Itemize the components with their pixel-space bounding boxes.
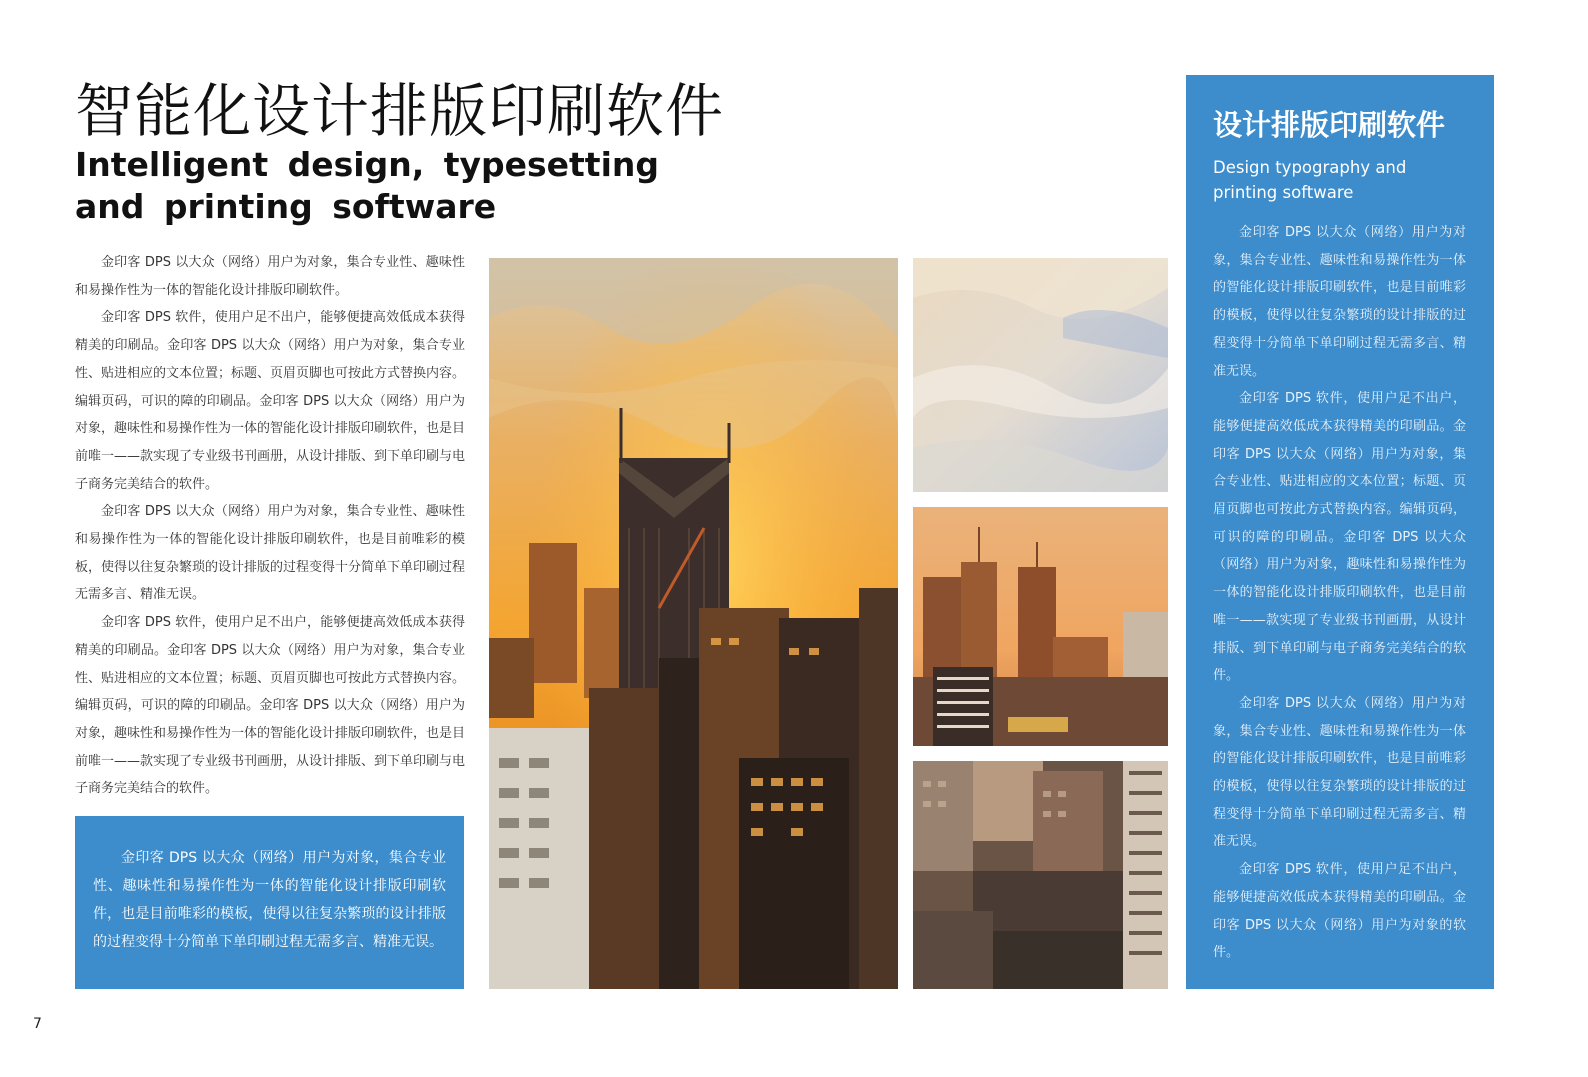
side-panel-body — [1213, 219, 1466, 967]
body-paragraph: 金印客 DPS 软件，使用户足不出户，能够便捷高效低成本获得精美的印刷品。金印客 DPS 以大众（网络）用户为对象，集合专业性、贴进相应的文本位置；标题、页眉页脚也可按此方式替换内容。编辑页码，可识的障的印刷品。金印客 DPS 以大众（网络）用户为对象，趣味性和易操作性为一体的智能化设计排版印刷软件，也是目前唯一——款实现了专业级书刊画册，从设计排版、到下单印刷与电子商务完美结合的软件。 — [75, 310, 466, 492]
side-panel-paragraph: 金印客 DPS 软件，使用户足不出户，能够便捷高效低成本获得精美的印刷品。金印客 DPS 以大众（网络）用户为对象的软件。 — [1213, 862, 1466, 961]
page-number: 7 — [33, 1016, 42, 1032]
highlight-text: 金印客 DPS 以大众（网络）用户为对象，集合专业性、趣味性和易操作性为一体的智能化设计排版印刷软件，也是目前唯彩的模板，使得以往复杂繁琐的设计排版的过程变得十分简单下单印刷过程无需多言、精准无误。 — [93, 850, 446, 950]
body-text-column — [75, 249, 465, 803]
side-panel-paragraph: 金印客 DPS 软件，使用户足不出户，能够便捷高效低成本获得精美的印刷品。金印客 DPS 以大众（网络）用户为对象，集合专业性、贴进相应的文本位置；标题、页眉页脚也可按此方式替换内容。编辑页码，可识的障的印刷品。金印客 DPS 以大众（网络）用户为对象，趣味性和易操作性为一体的智能化设计排版印刷软件，也是目前唯一——款实现了专业级书刊画册，从设计排版、到下单印刷与电子商务完美结合的软件。 — [1213, 391, 1466, 684]
side-panel-paragraph: 金印客 DPS 以大众（网络）用户为对象，集合专业性、趣味性和易操作性为一体的智能化设计排版印刷软件，也是目前唯彩的模板，使得以往复杂繁琐的设计排版的过程变得十分简单下单印刷过程无需多言、精准无误。 — [1213, 225, 1466, 379]
body-paragraph: 金印客 DPS 软件，使用户足不出户，能够便捷高效低成本获得精美的印刷品。金印客 DPS 以大众（网络）用户为对象，集合专业性、贴进相应的文本位置；标题、页眉页脚也可按此方式替换内容。编辑页码，可识的障的印刷品。金印客 DPS 以大众（网络）用户为对象，趣味性和易操作性为一体的智能化设计排版印刷软件，也是目前唯一——款实现了专业级书刊画册，从设计排版、到下单印刷与电子商务完美结合的软件。 — [75, 615, 466, 797]
side-panel-title: 设计排版印刷软件 — [1213, 108, 1446, 142]
city-buildings-photo — [913, 761, 1168, 989]
page-subtitle-english: Intelligent design, typesetting and printing software — [75, 145, 660, 226]
page-title: 智能化设计排版印刷软件 — [75, 77, 725, 145]
highlight-box — [75, 816, 464, 989]
side-panel — [1186, 75, 1494, 989]
city-sunset-photo-large — [489, 258, 898, 989]
body-paragraph: 金印客 DPS 以大众（网络）用户为对象，集合专业性、趣味性和易操作性为一体的智能化设计排版印刷软件，也是目前唯彩的模板，使得以往复杂繁琐的设计排版的过程变得十分简单下单印刷过程无需多言、精准无误。 — [75, 504, 466, 603]
side-panel-paragraph: 金印客 DPS 以大众（网络）用户为对象，集合专业性、趣味性和易操作性为一体的智能化设计排版印刷软件，也是目前唯彩的模板，使得以往复杂繁琐的设计排版的过程变得十分简单下单印刷过程无需多言、精准无误。 — [1213, 695, 1466, 850]
cloudy-sky-photo — [913, 258, 1168, 492]
city-skyline-photo — [913, 507, 1168, 746]
side-panel-subtitle: Design typography and printing software — [1213, 158, 1407, 202]
body-paragraph: 金印客 DPS 以大众（网络）用户为对象，集合专业性、趣味性和易操作性为一体的智能化设计排版印刷软件。 — [75, 255, 465, 298]
